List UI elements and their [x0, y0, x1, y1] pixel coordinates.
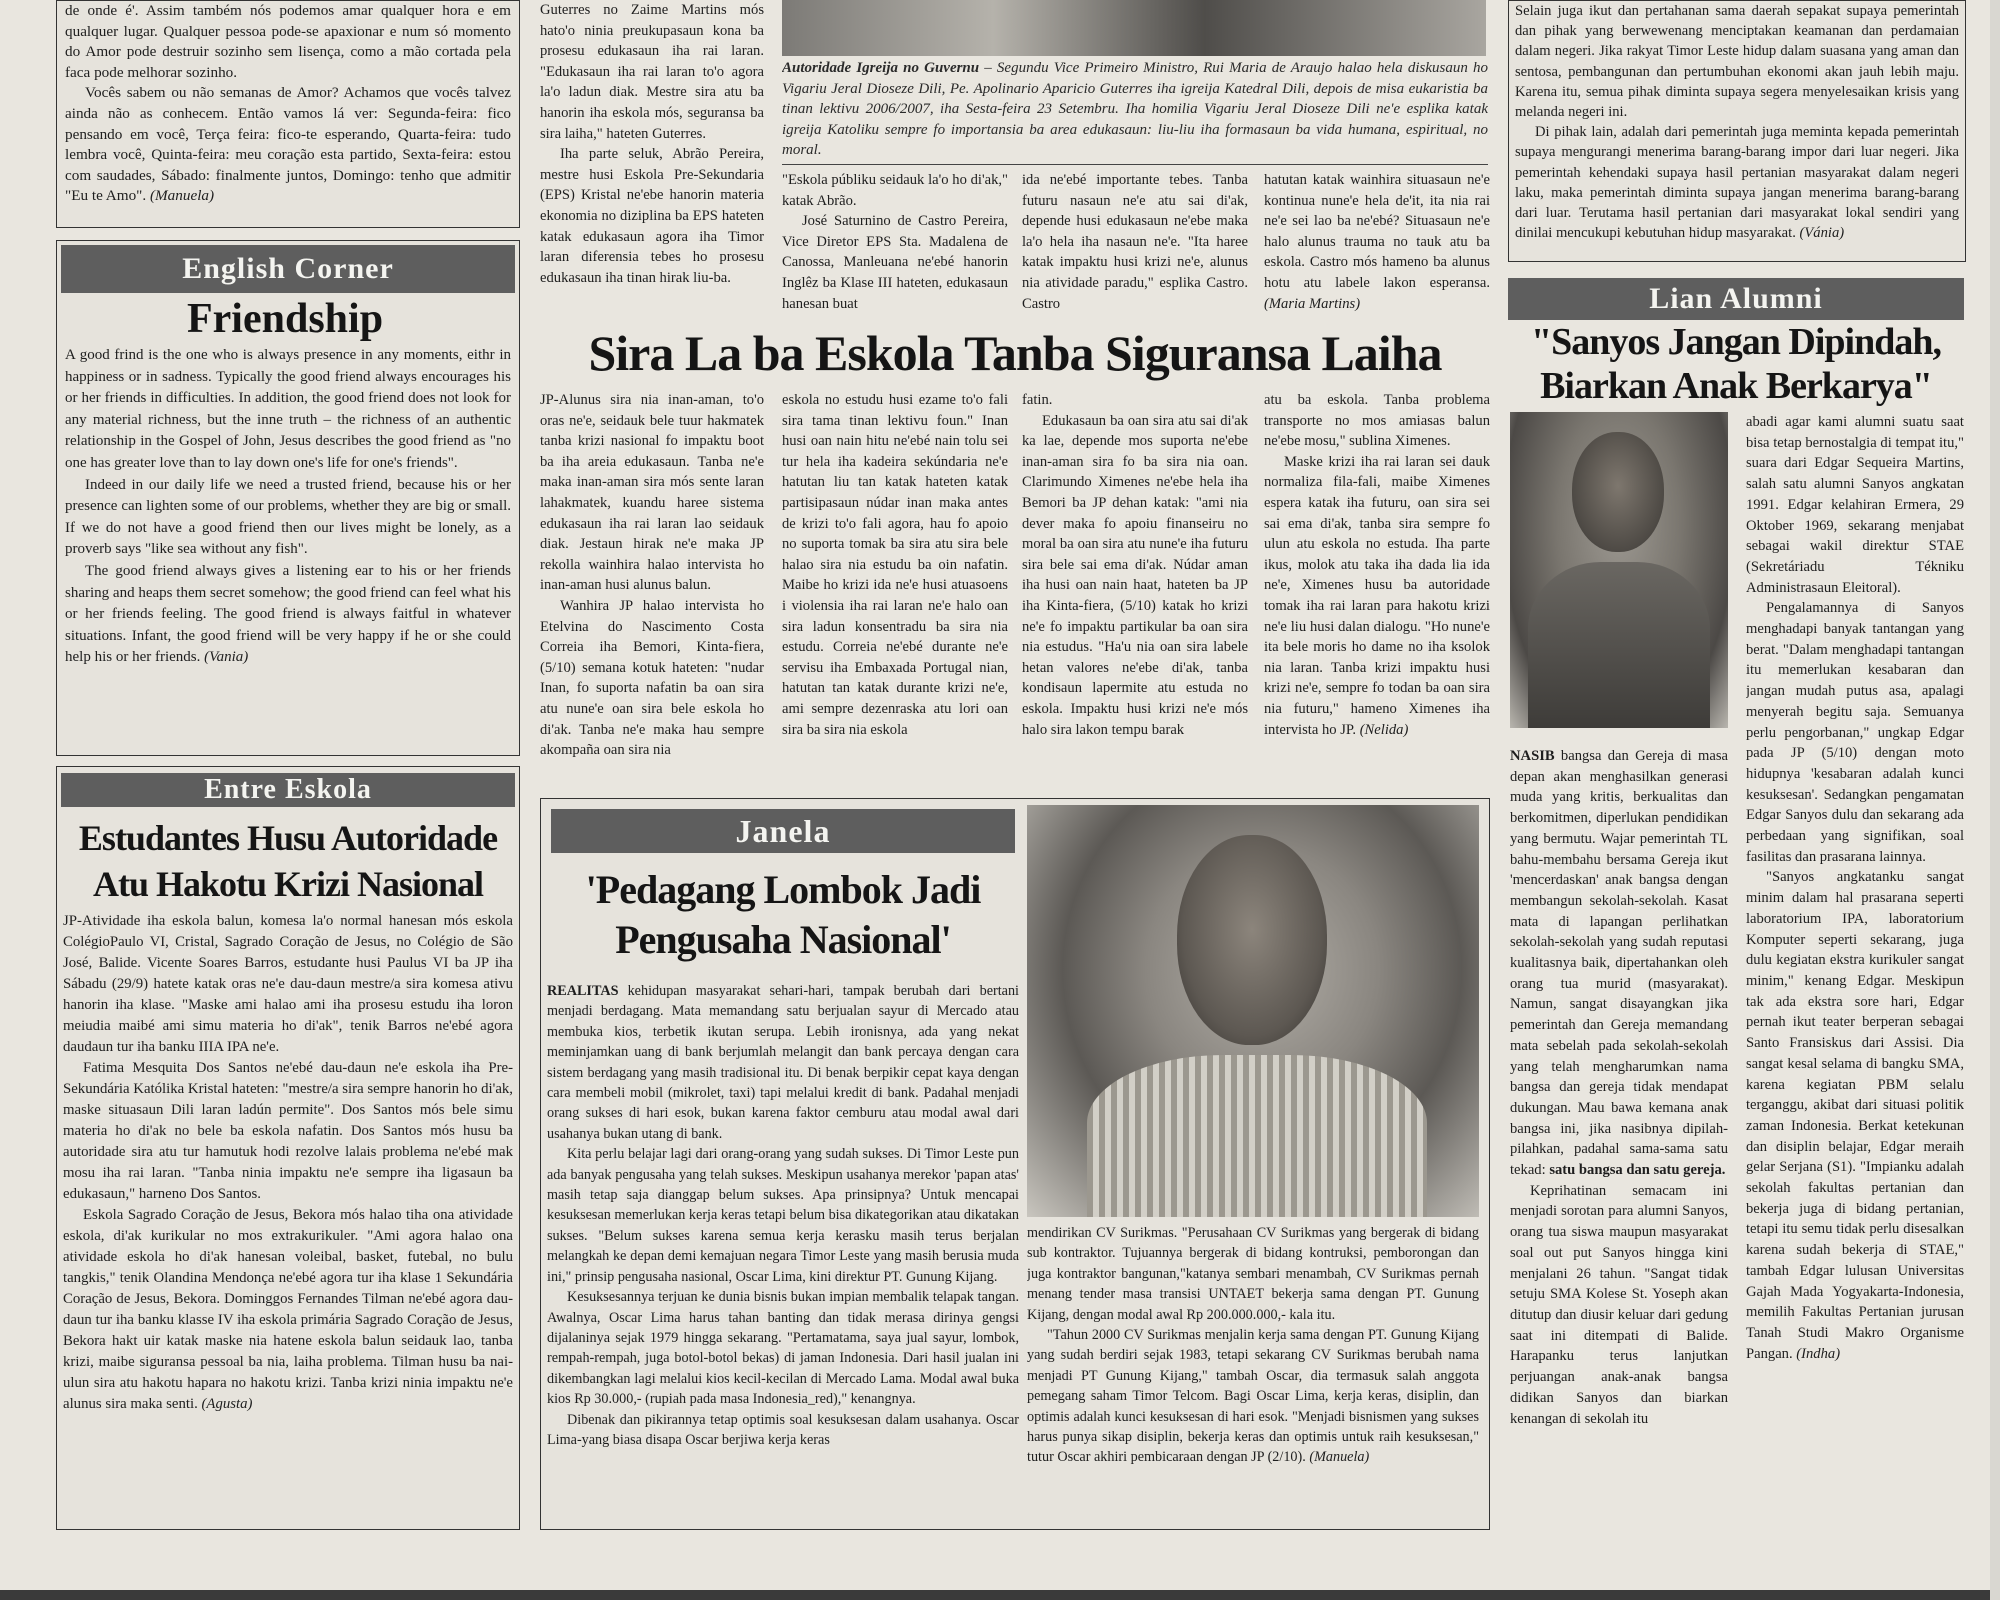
lian-alumni-title: "Sanyos Jangan Dipindah, Biarkan Anak Berkarya" [1530, 321, 1941, 407]
main-col-4 [1264, 390, 1490, 790]
entre-eskola-box [56, 766, 520, 1530]
byline: (Nelida) [1359, 721, 1409, 738]
english-p1: A good frind is the one who is always presence in any moments, eithr in happiness or in sadness. Typically the good friend always encourages his or her friends in difficulties. In addition, the good friend does not look for any material richness, but the inne truth – the richness of an authentic relationship in the Gospel of John, Jesus describes the good friend as "no one has greater love than to lay down one's life for one's friends". [65, 347, 511, 471]
main-c4: atu ba eskola. Tanba problema transporte no mos amiasas balun ne'ebe mosu," sublina Ximenes. [1264, 392, 1490, 450]
byline: (Maria Martins) [1264, 295, 1361, 312]
caption-text: – Segundu Vice Primeiro Ministro, Rui Maria de Araujo halao hela diskusaun ho Vigariu Jeral Dioseze Dili, Pe. Apolinario Aparicio Guterres iha igreija Katedral Dili, depois de misa eukaristia ba tinan lektivu 2006/2007, iha Sesta-feira 23 Setembru. Iha homilia Vigariu Jeral Dioseze Dili ne'e esplika katak igreija Katoliku sempre fo importansia ba area edukasaun: liu-liu iha formasaun ba vida humana, espiritual, no moral. [782, 60, 1488, 158]
col2-text-2: Iha parte seluk, Abrão Pereira, mestre husi Eskola Pre-Sekundaria (EPS) Kristal ne'ebe hanorin materia ekonomia no diziplina ba EPS hateten katak edukasaun agora iha Timor laran diferensia tebes ho prosesu edukasaun iha tinan hirak liu-ba. [540, 146, 764, 286]
right-top-box [1508, 0, 1966, 262]
portrait-shirt [1528, 562, 1710, 728]
janela-box [540, 798, 1490, 1530]
janela-p4: Dibenak dan pikirannya tetap optimis soal kesuksesan dalam usahanya. Oscar Lima-yang biasa disapa Oscar berjiwa kerja keras [547, 1411, 1019, 1448]
lian-lead: NASIB [1510, 748, 1555, 764]
lian-side-col [1746, 412, 1964, 1530]
byline: (Vánia) [1799, 225, 1845, 242]
janela-p2: Kita perlu belajar lagi dari orang-orang yang sudah sukses. Di Timor Leste pun ada banyak pengusaha yang telah sukses. Meskipun usahanya merekor 'papan atas' masih tetap saja dianggap belum sukses. Apa prinsipnya? Untuk mencapai kesuksesan memerlukan kerja keras tetapi belum bisa dikategorikan atau dikatakan sukses. "Belum sukses karena semua kerja kerasku masih terus berjalan melangkah ke depan demi kemajuan negara Timor Leste yang masih berusia muda ini," prinsip pengusaha nasional, Oscar Lima, kini direktur PT. Gunung Kijang. [547, 1146, 1019, 1285]
lian-alumni-banner: Lian Alumni [1508, 278, 1964, 320]
oscar-lima-photo [1027, 805, 1479, 1217]
portrait-face [1177, 835, 1327, 1045]
lian-l1: bangsa dan Gereja di masa depan akan menghasilkan generasi muda yang kritis, berkualitas dan berkomitmen, diperlukan pendidikan yang bermutu. Wajar pemerintah TL bahu-membahu bersama Gereja ikut 'mencerdaskan' anak bangsa dengan membangun sekolah-sekolah. Kasat mata di lapangan perlihatkan sekolah-sekolah yang sudah reputasi kualitasnya baik, dipertahankan oleh orang tua murid (masyarakat). Namun, sangat disayangkan jika pemerintah dan Gereja memandang mata sebelah pada sekolah-sekolah yang telah mengharumkan nama bangsa dan gereja tidak mendapat dukungan. Mau bawa kemana anak bangsa ini, jika nasibnya dipilah-pilahkan, padahal sama-sama satu tekad: [1510, 748, 1728, 1179]
main-c2: eskola no estudu husi ezame to'o fali sira tama tinan lektivu foun." Inan husi oan nain hitu ne'ebé nain tolu sei tur hela iha kadeira sekúndaria ne'e hatutan liu tan katak hateten katak partisipasaun núdar inan maka antes de krizi to'o fali agora, hau fo apoio no suporta tomak ba sira atu sira bele halao sira nia estudu ba oin nafatin. Maibe ho krizi ida ne'e husi atuasoens i violensia iha rai laran ne'e halo oan sira ladun konsentradu ba sira nia estudu. Correia ne'ebé durante ne'e servisu iha Embaxada Portugal nian, hatutan tan katak durante krizi ne'e, ami sempre dezenraska atu lori oan sira ba sira nia eskola [782, 392, 1008, 738]
caption-lead: Autoridade Igreija no Guvernu [782, 60, 980, 76]
main-col-3 [1022, 390, 1248, 790]
janela-title: 'Pedagang Lombok Jadi Pengusaha Nasional' [585, 867, 981, 962]
english-p2: Indeed in our daily life we need a trusted friend, because his or her presence can lighten some of our problems, whether they are big or small. If we do not have a good friend then our lives might be lonely, as a proverb says "like sea without any fish". [65, 476, 511, 558]
upper-col-3 [1264, 170, 1490, 320]
english-corner-box [56, 240, 520, 756]
janela-banner: Janela [551, 809, 1015, 853]
top-photo [782, 0, 1486, 56]
english-corner-banner: English Corner [61, 245, 515, 293]
byline: (Agusta) [201, 1396, 253, 1412]
upper-c2: ida ne'ebé importante tebes. Tanba futuru nasaun ne'e atu sai di'ak, depende husi edukasaun ne'ebe maka la'o hela iha nasaun ne'e. "Ita haree katak impaktu husi krizi ne'e, alunus nia atividade paradu," esplika Castro. Castro [1022, 172, 1248, 312]
english-corner-title: Friendship [187, 296, 384, 342]
upper-c1: "Eskola públiku seidauk la'o ho di'ak," katak Abrão. [782, 172, 1008, 209]
janela-lead: REALITAS [547, 983, 619, 999]
lian-side-2: Pengalamannya di Sanyos menghadapi banyak tantangan yang berat. "Dalam menghadapi tantangan itu memerlukan kesabaran dan jangan mudah putus asa, apalagi menyerah begitu saja. Semuanya perlu pengorbanan," ungkap Edgar pada JP (5/10) dengan moto hidupnya 'kesabaran adalah kunci kesuksesan'. Sedangkan pengamatan Edgar Sanyos dulu dan sekarang ada perbedaan yang signifikan, soal fasilitas dan prasarana lainnya. [1746, 600, 1964, 865]
lian-left-col [1510, 746, 1728, 1528]
love-text: de onde é'. Assim também nós podemos amar qualquer hora e em qualquer lugar. Qualquer pessoa pode-se apaxionar e num só momento do Amor pode destruir sozinho sem lisença, como a mão cortada pela faca pode melhorar sozinho. [65, 2, 511, 81]
upper-col-2 [1022, 170, 1248, 320]
portrait-shirt [1087, 1055, 1427, 1217]
portrait-face [1572, 432, 1664, 552]
janela-r1: mendirikan CV Surikmas. "Perusahaan CV Surikmas yang bergerak di bidang sub kontraktor. Tujuannya bergerak di bidang kontruksi, pemborongan dan juga kontraktor bangunan,"katanya sembari menambah, CV Surikmas pernah menang tender masa transisi UNTAET bekerja sama dengan PT. Gunung Kijang, dengan modal awal Rp 200.000.000,- kala itu. [1027, 1225, 1479, 1323]
love-text-2: Vocês sabem ou não semanas de Amor? Achamos que vocês talvez ainda não as conhecem. Então vamos lá ver: Segunda-feira: fico pensando em você, Terça feira: fico-te esperando, Quarta-feira: tudo lembra você, Quinta-feira: meu coração esta partido, Sexta-feira: estou com saudades, Sábado: finalmente juntos, Domingo: tenho que admitir "Eu te Amo". [65, 84, 511, 205]
byline: (Vania) [204, 649, 249, 666]
left-top-box [56, 0, 520, 228]
main-col-1 [540, 390, 764, 790]
caption-rule [782, 164, 1488, 165]
photo-caption [782, 58, 1488, 162]
byline: (Manuela) [1309, 1449, 1370, 1466]
upper-c3: hatutan katak wainhira situasaun ne'e kontinua nune'e hela de'it, ita nia rai ne'e sei lao ba ne'ebé? Situasaun ne'e halo alunus trauma no tauk atu ba eskola. Castro mós hameno ba alunus hotu atu labele lakon esperansa. [1264, 172, 1490, 291]
janela-r2: "Tahun 2000 CV Surikmas menjalin kerja sama dengan PT. Gunung Kijang yang sudah berdiri sejak 1983, tetapi sekarang CV Surikmas berubah nama menjadi PT Gunung Kijang," tambah Oscar, dia termasuk salah anggota pemegang saham Timor Telcom. Bagi Oscar Lima, kerja keras, disiplin, dan optimis adalah kunci kesuksesan di hari esok. "Menjadi bisnismen yang sukses harus punya sikap disiplin, bekerja keras dan optimis untuk raih kesuksesan," tutur Oscar akhiri pembicaraan dengan JP (2/10). [1027, 1327, 1479, 1466]
lian-side-3: "Sanyos angkatanku sangat minim dalam hal prasarana seperti laboratorium IPA, laboratorium Komputer seperti sekarang, juga dulu kegiatan ekstra kurikuler sangat minim," kenang Edgar. Meskipun tak ada ekstra sore hari, Edgar pernah ikut teater berperan sebagai Santo Fransiskus dari Assisi. Dia sangat kesal selama di bangku SMA, karena kegiatan PBM selalu terganggu, akibat dari situasi politik zaman Indonesia. Berkat ketekunan dan disiplin belajar, Edgar meraih gelar Serjana (S1). "Impianku adalah sekolah fakultas pertanian dan bekerja juga di bidang pertanian, tetapi itu semu tidak perlu disesalkan karena sudah bekerja di STAE," tambah Edgar lulusan Universitas Gajah Mada Yogyakarta-Indonesia, memilih Fakultas Pertanian jurusan Tanah Studi Makro Organisme Pangan. [1746, 869, 1964, 1362]
lian-side-1: abadi agar kami alumni suatu saat bisa tetap bernostalgia di tempat itu," suara dari Edgar Sequeira Martins, salah satu alumni Sanyos angkatan 1991. Edgar kelahiran Ermera, 29 Oktober 1969, sekarang menjabat sebagai wakil direktur STAE (Sekretáriadu Tékniku Administrasaun Eleitoral). [1746, 414, 1964, 596]
lian-l1b: satu bangsa dan satu gereja. [1549, 1162, 1726, 1179]
entre-p1: JP-Atividade iha eskola balun, komesa la'o normal hanesan mós eskola ColégioPaulo VI, Cristal, Sagrado Coração de Jesus, no Colégio de São José, Balide. Vicente Soares Barros, estudante husi Paulus VI ba JP iha Sábadu (29/9) hatete katak oras ne'e dau-daun mestre/a sira komesa ativu hanorin iha klase. "Maske ami halao ami iha prosesu estudu iha loron meiudia maibé ami simu materia ho di'ak", tenik Barros ne'ebé agora daudaun tur iha banku IIIA IPA ne'e. [63, 913, 513, 1055]
main-c3b: Edukasaun ba oan sira atu sai di'ak ka lae, depende mos suporta ne'ebe inan-aman sira fo ba sira nia oan. Clarimundo Ximenes ne'ebe hela iha Bemori ba JP dehan katak: "ami nia dever maka fo apoiu finanseiru no moral ba oan sira atu nune'e iha futuru sira bele sai ema di'ak. Núdar aman iha husi oan nain haat, hateten ba JP iha Kinta-fiera, (5/10) katak ho krizi ne'e fo impaktu partikular ba oan sira nia estudus. "Ha'u nia oan sira labele hetan valores ne'ebe di'ak, tanba kondisaun lapermite atu estuda no eskola. Impaktu husi krizi ne'e mós halo sira lakon tempu barak [1022, 412, 1248, 738]
janela-p3: Kesuksesannya terjuan ke dunia bisnis bukan impian membalik telapak tangan. Awalnya, Oscar Lima harus tahan banting dan tidak merasa dirinya gengsi dijalaninya sejak 1979 hingga sekarang. "Pertamatama, saya jual sayur, lombok, rempah-rempah, juga botol-botol bekas) di jaman Indonesia. Dari hasil jualan ini dikembangkan lagi melalui kios kecil-kecilan di Mercado Lama. Modal awal buka kios Rp 30.000,- (rupiah pada masa Indonesia_red)," kenangnya. [547, 1289, 1019, 1408]
entre-p2: Fatima Mesquita Dos Santos ne'ebé dau-daun ne'e eskola iha Pre-Sekundária Katólika Kristal hateten: "mestre/a sira sempre hanorin ho di'ak, maske situasaun Dili laran ladún permite". Dos Santos mós bele simu materia ho di'ak no bele ba eskola nafatin. Dos Santos mós husu ba autoridade sira atu tur hamutuk hodi rezolve lalais problema ne'ebé mak mosu iha rai laran. "Tanba ninia impaktu ne'e sempre iha ligasaun ba edukasaun," harneno Dos Santos. [63, 1060, 514, 1202]
main-c4b: Maske krizi iha rai laran sei dauk normaliza fila-fali, maibe Ximenes espera katak iha futuru, oan sira sei sai ema di'ak, tanba sira sempre fo ulun atu eskola no estuda. Iha parte ikus, molok atu taka iha dada lia ida ne'e, Ximenes husu ba autoridade tomak iha rai laran para hakotu krizi ne'e liu husi dalan dialogu. "Ho nune'e ita bele moris ho dame no iha ksolok nia laran. Tanba krizi impaktu husi krizi ne'e, sempre fo todan ba oan sira nia futuru," hameno Ximenes iha intervista ho JP. [1264, 453, 1490, 738]
main-headline: Sira La ba Eskola Tanba Siguransa Laiha [588, 325, 1442, 381]
edgar-photo [1510, 412, 1728, 728]
main-c1b: Wanhira JP halao intervista ho Etelvina do Nascimento Costa Correia iha Bemori, Kinta-fiera, (5/10) semana kotuk hateten: "nudar Inan, fo suporta nafatin ba oan sira atu nune'e oan sira bele eskola ho di'ak. Tanba ne'e maka hau sempre akompaña oan sira nia [540, 597, 764, 759]
english-p3: The good friend always gives a listening ear to his or her friends sharing and heaps them secret somehow; the good friend can feel what his or her friends feeling. The good friend is always faitful in whatever situations. Infant, the good friend will be very happy if he or she could help his or her friends. [65, 562, 511, 666]
upper-col-1 [782, 170, 1008, 320]
byline: (Indha) [1796, 1345, 1841, 1362]
main-c3: fatin. [1022, 392, 1053, 408]
entre-eskola-banner: Entre Eskola [61, 773, 515, 807]
upper-c1b: José Saturnino de Castro Pereira, Vice Diretor EPS Sta. Madalena de Canossa, Manleuana ne'ebé hanorin Inglêz ba Klase III hateten, edukasaun hanesan buat [782, 213, 1008, 312]
right-top-p1: Selain juga ikut dan pertahanan sama daerah sepakat supaya pemerintah dan pihak yang berwewenang menciptakan keamanan dan perdamaian dalam negeri. Jika rakyat Timor Leste hidup dalam suasana yang aman dan sentosa, pembangunan dan pertumbuhan ekonomi akan jauh lebih maju. Karena itu, semua pihak diminta supaya segera menyelesaikan krisis yang melanda negeri ini. [1515, 3, 1959, 121]
col2-text-1: Guterres no Zaime Martins mós hato'o ninia preukupasaun kona ba prosesu edukasaun iha rai laran. "Edukasaun iha rai laran to'o agora la'o ladun diak. Mestre sira atu ba hanorin iha eskola mós, seguransa ba sira laiha," hateten Guterres. [540, 2, 764, 142]
page-crop-right [1990, 0, 2000, 1600]
entre-eskola-title: Estudantes Husu Autoridade Atu Hakotu Krizi Nasional [78, 818, 498, 904]
entre-p3: Eskola Sagrado Coração de Jesus, Bekora mós halao tiha ona atividade eskola, di'ak kurikular no mos extrakurikuler. "Ami agora halao ona atividade eskola ho di'ak hanesan voleibal, basket, futebal, no bulu tangkis," tenik Olandina Mendonça ne'ebé agora tur iha klase 1 Sekundária Coração de Jesus, Bekora. Dominggos Fernandes Tilman ne'ebé agora dau-daun tur iha banku klasse IV iha eskola primária Sagrado Coração de Jesus, Bekora hakt uir katak maske nia hatene eskola balun seidauk lao, tanba krizi, maibe siguransa pessoal ba nia, laiha problema. Tilman husu ba nai-ulun sira atu hakotu hapara no hakotu krizi. Tanba krizi ninia impaktu ne'e alunus sira maka senti. [63, 1207, 513, 1412]
byline: (Manuela) [149, 187, 215, 205]
lian-l2: Keprihatinan semacam ini menjadi sorotan para alumni Sanyos, orang tua siswa maupun masyarakat soal out put Sanyos hingga kini menjalani 26 tahun. "Sangat tidak setuju SMA Kolese St. Yoseph akan ditutup dan diusir keluar dari gedung saat ini ditempati di Balide. Harapanku terus lanjutkan perjuangan anak-anak bangsa didikan Sanyos dan biarkan kenangan di sekolah itu [1510, 1182, 1728, 1427]
janela-p1: kehidupan masyarakat sehari-hari, tampak berubah dari bertani menjadi berdagang. Mata memandang satu berjualan sayur di Mercado atau membuka kios, terbetik ikutan serupa. Lebih ironisnya, ada yang nekat meminjamkan uang di bank berjumlah melangit dan bank percaya dengan cara sistem berdagang yang masih tradisional itu. Di benak berpikir cepat kaya dengan cara membeli mobil (mikrolet, taxi) tapi melalui kredit di bank. Padahal menjadi orang sukses di hari esok, bukan karena faktor cemburu atau modal awal dari usahanya bukan utang di bank. [547, 983, 1019, 1142]
main-c1: JP-Alunus sira nia inan-aman, to'o oras ne'e, seidauk bele tuur hakmatek tanba krizi nasional fo impaktu boot ba iha areia edukasaun. Tanba ne'e maka inan-aman sira mós sente laran lahakmatek, kuandu haree sistema edukasaun iha rai laran lao seidauk diak. Jestaun hirak ne'e maka JP rekolla wainhira halao intervista ho inan-aman husi alunus balun. [540, 392, 764, 594]
col2-top [540, 0, 764, 320]
page-crop-bottom [0, 1590, 2000, 1600]
right-top-p2: Di pihak lain, adalah dari pemerintah juga meminta kepada pemerintah supaya mengurangi menerima barang-barang impor dari luar negeri. Jika pemerintah kehendaki supaya hasil pertanian masyarakat dalam negeri laku, maka pemerintah diminta supaya jangan menerima barang-barang dari luar. Terutama hasil pertanian dari masyarakat lokal sendiri yang dinilai mencukupi kebutuhan hidup masyarakat. [1515, 124, 1959, 242]
main-col-2 [782, 390, 1008, 790]
